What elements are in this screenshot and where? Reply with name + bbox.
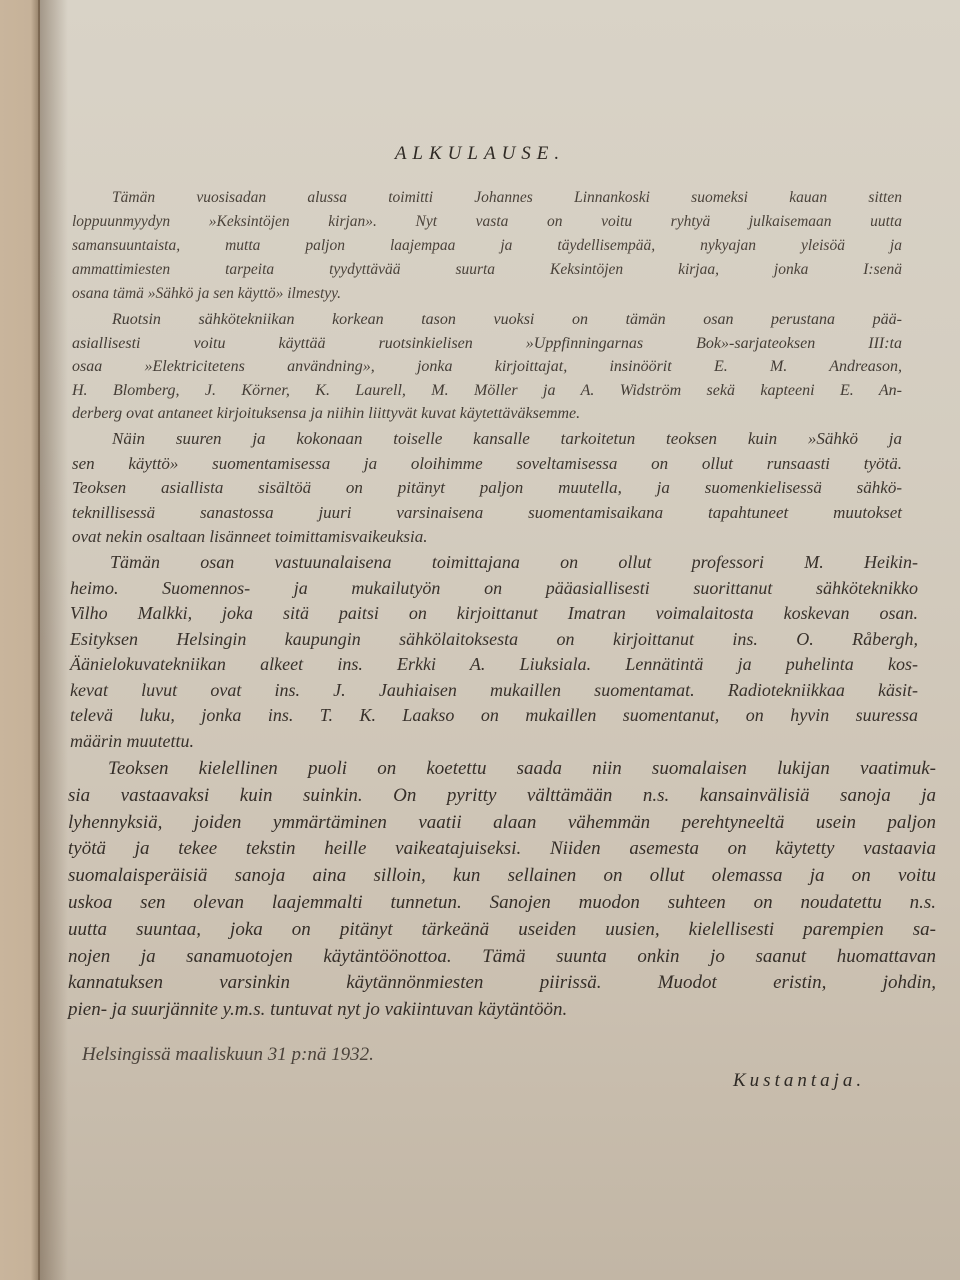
text-line: kevat luvut ovat ins. J. Jauhiaisen mukaillen suomentamat. Radiotekniikkaa käsit- <box>70 679 918 700</box>
text-line: asiallisesti voitu käyttää ruotsinkielisen »Uppfinningarnas Bok»-sarjateoksen III:ta <box>72 334 902 352</box>
text-line: sia vastaavaksi kuin suinkin. On pyritty välttämään n.s. kansainvälisiä sanoja ja <box>68 784 936 806</box>
text-line: Tämän osan vastuunalaisena toimittajana on ollut professori M. Heikin- <box>110 552 918 572</box>
text-line: loppuunmyydyn »Keksintöjen kirjan». Nyt vasta on voitu ryhtyä julkaisemaan uutta <box>72 213 902 230</box>
text-line: suomalaisperäisiä sanoja aina silloin, kun sellainen on ollut olemassa ja on voitu <box>68 865 936 887</box>
text-line: Ruotsin sähkötekniikan korkean tason vuoksi on tämän osan perustana pää- <box>112 311 902 328</box>
paragraph-2 <box>72 308 902 426</box>
text-line: osana tämä »Sähkö ja sen käyttö» ilmestyy. <box>72 285 342 302</box>
page-title: ALKULAUSE. <box>394 143 566 164</box>
paragraph-5 <box>68 756 936 1024</box>
text-line: H. Blomberg, J. Körner, K. Laurell, M. Möller ja A. Widström sekä kapteeni E. An- <box>72 381 902 399</box>
text-line: työtä ja tekee tekstin heille vaikeatajuiseksi. Niiden asemesta on käytetty vastaavia <box>68 838 936 860</box>
text-line: Esityksen Helsingin kaupungin sähkölaitoksesta on kirjoittanut ins. O. Råbergh, <box>70 628 918 649</box>
text-line: Teoksen kielellinen puoli on koetettu saada niin suomalaisen lukijan vaatimuk- <box>108 758 936 779</box>
text-line: osaa »Elektricitetens användning», jonka kirjoittajat, insinöörit E. M. Andreason, <box>72 358 902 375</box>
text-line: määrin muutettu. <box>70 730 194 751</box>
text-line: sen käyttö» suomentamisessa ja oloihimme soveltamisessa on ollut runsaasti työtä. <box>72 453 902 473</box>
text-line: uutta suuntaa, joka on pitänyt tärkeänä useiden uusien, kielellisesti parempien sa- <box>68 918 936 940</box>
text-line: lyhennyksiä, joiden ymmärtäminen vaatii alaan vähemmän perehtyneeltä usein paljon <box>68 811 936 833</box>
text-line: Teoksen asiallista sisältöä on pitänyt paljon muutella, ja suomenkielisessä sähkö- <box>72 478 902 497</box>
text-line: derberg ovat antaneet kirjoituksensa ja niihin liittyvät kuvat käytettäväksemme. <box>72 405 581 422</box>
text-line: uskoa sen olevan laajemmalti tunnetun. Sanojen muodon suhteen on noudatettu n.s. <box>68 891 936 913</box>
text-line: teknillisessä sanastossa juuri varsinaisena suomentamisaikana tapahtuneet muutokset <box>72 502 902 522</box>
place-date: Helsingissä maaliskuun 31 p:nä 1932. <box>82 1044 374 1065</box>
text-line: samansuuntaista, mutta paljon laajempaa ja täydellisempää, nykyajan yleisöä ja <box>72 237 902 254</box>
text-line: Näin suuren ja kokonaan toiselle kansalle tarkoitetun teoksen kuin »Sähkö ja <box>112 429 902 448</box>
text-line: ovat nekin osaltaan lisänneet toimittamisvaikeuksia. <box>72 527 428 546</box>
text-line: nojen ja sanamuotojen käytäntöönottoa. Tämä suunta onkin jo saanut huomattavan <box>68 945 936 967</box>
text-line: ammattimiesten tarpeita tyydyttävää suurta Keksintöjen kirjaa, jonka I:senä <box>72 261 902 278</box>
text-line: televä luku, jonka ins. T. K. Laakso on mukaillen suomentanut, on hyvin suuressa <box>70 705 918 725</box>
paragraph-4 <box>70 550 918 754</box>
text-line: Tämän vuosisadan alussa toimitti Johannes Linnankoski suomeksi kauan sitten <box>112 189 902 206</box>
text-line: heimo. Suomennos- ja mukailutyön on pääasiallisesti suorittanut sähköteknikko <box>70 577 918 598</box>
gutter-shadow <box>38 0 68 1280</box>
text-line: Vilho Malkki, joka sitä paitsi on kirjoittanut Imatran voimalaitosta koskevan osan. <box>70 603 918 623</box>
paragraph-1 <box>72 186 902 306</box>
text-line: kannatuksen varsinkin käytännönmiesten piirissä. Muodot eristin, johdin, <box>68 972 936 994</box>
paragraph-3 <box>72 427 902 550</box>
text-line: pien- ja suurjännite y.m.s. tuntuvat nyt jo vakiintuvan käytäntöön. <box>68 999 568 1021</box>
text-line: Äänielokuvatekniikan alkeet ins. Erkki A. Liuksiala. Lennätintä ja puhelinta kos- <box>70 654 918 674</box>
signature: Kustantaja. <box>733 1070 866 1091</box>
